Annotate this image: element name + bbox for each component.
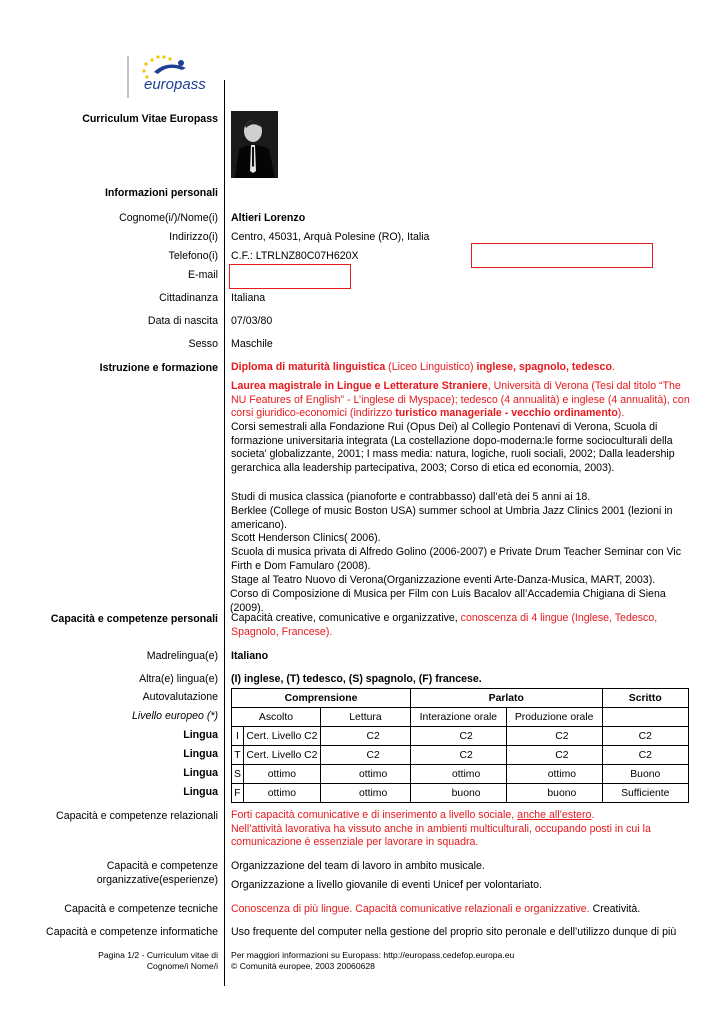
- spacer-cell: [320, 784, 336, 803]
- mother-tongue-label: Madrelingua(e): [146, 650, 218, 662]
- personal-skills-text: Capacità creative, comunicative e organizzative, conoscenza di 4 lingue (Inglese, Tedesco, Spagnolo, Francese).: [231, 612, 658, 638]
- address-label: Indirizzo(i): [169, 231, 218, 243]
- level-interazione: C2: [426, 746, 506, 765]
- subheader-lettura: Lettura: [320, 708, 410, 727]
- level-scritto: Sufficiente: [602, 784, 688, 803]
- spacer-cell: [410, 765, 426, 784]
- education-heading: Istruzione e formazione: [99, 362, 218, 374]
- level-ascolto: Cert. Livello C2: [243, 727, 320, 746]
- level-produzione: buono: [522, 784, 602, 803]
- citizenship-label: Cittadinanza: [159, 292, 218, 304]
- technical-skills-text: Conoscenza di più lingue. Capacità comunicative relazionali e organizzative. Creatività.: [231, 903, 641, 915]
- level-ascolto: ottimo: [243, 765, 320, 784]
- personal-skills-heading: Capacità e competenze personali: [50, 613, 218, 625]
- level-produzione: C2: [522, 746, 602, 765]
- language-code: T: [232, 746, 244, 765]
- level-interazione: ottimo: [426, 765, 506, 784]
- organizational-skills-label-2: organizzative(esperienze): [96, 874, 218, 886]
- education-henderson: Scott Henderson Clinics( 2006).: [231, 532, 381, 544]
- table-row: [232, 746, 689, 765]
- computer-skills-text: Uso frequente del computer nella gestione del proprio sito peronale e dell’utilizzo dunque di più: [231, 926, 677, 938]
- email-label: E-mail: [187, 269, 218, 281]
- level-lettura: ottimo: [336, 784, 410, 803]
- education-stage: Stage al Teatro Nuovo di Verona(Organizzazione eventi Arte-Danza-Musica, MART, 2003).: [231, 574, 656, 586]
- language-code: S: [232, 765, 244, 784]
- spacer-cell: [320, 746, 336, 765]
- footer-europass-info: Per maggiori informazioni su Europass: http://europass.cedefop.europa.eu: [231, 950, 515, 960]
- level-lettura: C2: [336, 727, 410, 746]
- education-degree: Laurea magistrale in Lingue e Letterature Straniere, Università di Verona (Tesi dal titolo “The NU Features of English” - L’inglese di Myspace); tedesco (4 annualità) e inglese (4 annualità), con corsi giuridico-economici (indirizzo turistico manageriale - vecchio ordinamento).: [231, 380, 690, 420]
- europass-logo-text: europass: [144, 76, 206, 93]
- address-value: Centro, 45031, Arquà Polesine (RO), Italia: [231, 231, 430, 243]
- level-scritto: C2: [602, 746, 688, 765]
- table-row: [232, 727, 689, 746]
- birthdate-value: 07/03/80: [231, 315, 273, 327]
- education-golino: Scuola di musica privata di Alfredo Golino (2006-2007) e Private Drum Teacher Seminar con Vic Firth e Dom Famularo (2008).: [231, 546, 682, 572]
- language-row-label: Lingua: [183, 729, 218, 741]
- name-value: Altieri Lorenzo: [231, 212, 306, 224]
- language-code: I: [232, 727, 244, 746]
- spacer-cell: [506, 765, 522, 784]
- footer-name: Cognome/i Nome/i: [146, 961, 218, 971]
- education-music-classic: Studi di musica classica (pianoforte e contrabbasso) dall’età dei 5 anni ai 18.: [231, 491, 591, 503]
- sex-label: Sesso: [188, 338, 218, 350]
- european-level-label: Livello europeo (*): [132, 710, 218, 722]
- phone-value: C.F.: LTRLNZ80C07H620X: [231, 250, 359, 262]
- redaction-box-phone: [471, 243, 653, 268]
- phone-label: Telefono(i): [168, 250, 218, 262]
- technical-skills-label: Capacità e competenze tecniche: [64, 903, 218, 915]
- level-lettura: ottimo: [336, 765, 410, 784]
- language-table: [231, 688, 689, 803]
- level-scritto: Buono: [602, 765, 688, 784]
- language-row-label: Lingua: [183, 748, 218, 760]
- organizational-skills-text-1: Organizzazione del team di lavoro in ambito musicale.: [231, 860, 485, 872]
- computer-skills-label: Capacità e competenze informatiche: [46, 926, 218, 938]
- relational-skills-text: Forti capacità comunicative e di inserimento a livello sociale, anche all’estero. Nell’attività lavorativa ha vissuto anche in ambienti multiculturali, occupando posti in cui la comunicazione è essenziale per lavorare in squadra.: [231, 809, 651, 849]
- organizational-skills-label-1: Capacità e competenze: [106, 860, 218, 872]
- spacer-cell: [506, 727, 522, 746]
- level-ascolto: Cert. Livello C2: [243, 746, 320, 765]
- table-row: [232, 765, 689, 784]
- redaction-box-email: [229, 264, 351, 289]
- sex-value: Maschile: [231, 338, 273, 350]
- profile-photo: [231, 111, 278, 178]
- personal-info-heading: Informazioni personali: [104, 187, 218, 199]
- subheader-scritto-empty: [602, 708, 688, 727]
- birthdate-label: Data di nascita: [147, 315, 218, 327]
- subheader-interazione: Interazione orale: [410, 708, 506, 727]
- europass-logo: [124, 50, 224, 100]
- organizational-skills-text-2: Organizzazione a livello giovanile di eventi Unicef per volontariato.: [231, 879, 542, 891]
- spacer-cell: [410, 727, 426, 746]
- header-scritto: Scritto: [602, 689, 688, 708]
- education-rui-courses: Corsi semestrali alla Fondazione Rui (Opus Dei) al Collegio Pontenavi di Verona, Scuola di formazione universitaria integrata (La costellazione dopo-moderna:le forme socioculturali della societa' globalizzante, 2001; I mass media: natura, logiche, ruoli sociali, 2002; Dalla leadership gerarchica alla leadership partecipativa, 2003; Corso di etica ed economia, 2003).: [231, 421, 675, 474]
- spacer-cell: [320, 727, 336, 746]
- language-code: F: [232, 784, 244, 803]
- table-row: [232, 784, 689, 803]
- level-ascolto: ottimo: [243, 784, 320, 803]
- footer-page-info: Pagina 1/2 - Curriculum vitae di: [98, 950, 218, 960]
- education-diploma: Diploma di maturità linguistica (Liceo Linguistico) inglese, spagnolo, tedesco.: [231, 361, 615, 373]
- other-languages-label: Altra(e) lingua(e): [139, 673, 218, 685]
- language-row-label: Lingua: [183, 786, 218, 798]
- level-interazione: buono: [426, 784, 506, 803]
- level-lettura: C2: [336, 746, 410, 765]
- header-comprensione: Comprensione: [232, 689, 411, 708]
- level-produzione: C2: [522, 727, 602, 746]
- footer-copyright: © Comunità europee, 2003 20060628: [231, 961, 375, 971]
- level-produzione: ottimo: [522, 765, 602, 784]
- subheader-ascolto: Ascolto: [232, 708, 321, 727]
- other-languages-value: (I) inglese, (T) tedesco, (S) spagnolo, (F) francese.: [231, 673, 482, 685]
- relational-skills-label: Capacità e competenze relazionali: [56, 810, 218, 822]
- spacer-cell: [320, 765, 336, 784]
- column-divider: [224, 80, 225, 986]
- self-assessment-label: Autovalutazione: [142, 691, 218, 703]
- education-berklee: Berklee (College of music Boston USA) summer school at Umbria Jazz Clinics 2001 (lezioni in americano).: [231, 505, 673, 531]
- level-interazione: C2: [426, 727, 506, 746]
- spacer-cell: [506, 746, 522, 765]
- mother-tongue-value: Italiano: [231, 650, 269, 662]
- header-parlato: Parlato: [410, 689, 602, 708]
- spacer-cell: [506, 784, 522, 803]
- education-composition: Corso di Composizione di Musica per Film con Luis Bacalov all’Accademia Chigiana di Siena (2009).: [230, 588, 666, 614]
- subheader-produzione: Produzione orale: [506, 708, 602, 727]
- name-label: Cognome(i/)/Nome(i): [119, 212, 218, 224]
- cv-title: Curriculum Vitae Europass: [82, 113, 218, 125]
- spacer-cell: [410, 746, 426, 765]
- level-scritto: C2: [602, 727, 688, 746]
- language-row-label: Lingua: [183, 767, 218, 779]
- spacer-cell: [410, 784, 426, 803]
- citizenship-value: Italiana: [231, 292, 266, 304]
